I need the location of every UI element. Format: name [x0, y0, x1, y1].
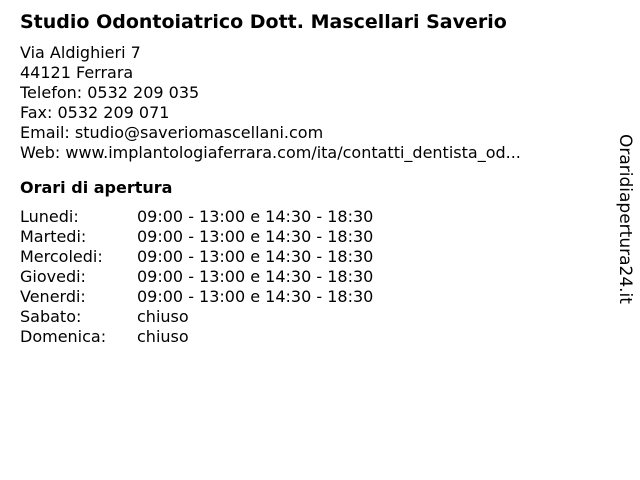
day-label: Mercoledi:	[20, 247, 103, 266]
opening-hours-heading: Orari di apertura	[20, 178, 173, 197]
hours-row-wednesday	[20, 247, 590, 267]
day-label: Lunedi:	[20, 207, 79, 226]
hours-row-sunday	[20, 327, 590, 347]
hours-row-saturday	[20, 307, 590, 327]
city-postcode: 44121 Ferrara	[20, 63, 134, 82]
hours-row-thursday	[20, 267, 590, 287]
day-label: Giovedi:	[20, 267, 86, 286]
street-address: Via Aldighieri 7	[20, 43, 141, 62]
business-name: Studio Odontoiatrico Dott. Mascellari Saverio	[20, 11, 507, 33]
email-address: Email: studio@saveriomascellani.com	[20, 123, 324, 142]
hours-row-monday	[20, 207, 590, 227]
day-label: Martedi:	[20, 227, 87, 246]
fax-number: Fax: 0532 209 071	[20, 103, 170, 122]
hours-row-friday	[20, 287, 590, 307]
day-label: Sabato:	[20, 307, 82, 326]
opening-hours-table	[20, 207, 590, 347]
day-label: Venerdi:	[20, 287, 86, 306]
day-label: Domenica:	[20, 327, 107, 346]
hours-row-tuesday	[20, 227, 590, 247]
website-link: Web: www.implantologiaferrara.com/ita/contatti_dentista_od...	[20, 143, 521, 162]
day-hours: 09:00 - 13:00 e 14:30 - 18:30	[137, 207, 374, 226]
day-hours: chiuso	[137, 327, 189, 346]
day-hours: 09:00 - 13:00 e 14:30 - 18:30	[137, 227, 374, 246]
business-card	[20, 9, 590, 347]
contact-details	[20, 43, 590, 163]
day-hours: 09:00 - 13:00 e 14:30 - 18:30	[137, 287, 374, 306]
day-hours: 09:00 - 13:00 e 14:30 - 18:30	[137, 267, 374, 286]
site-brand-vertical: Oraridiapertura24.it	[615, 134, 635, 304]
day-hours: chiuso	[137, 307, 189, 326]
day-hours: 09:00 - 13:00 e 14:30 - 18:30	[137, 247, 374, 266]
phone-number: Telefon: 0532 209 035	[20, 83, 200, 102]
